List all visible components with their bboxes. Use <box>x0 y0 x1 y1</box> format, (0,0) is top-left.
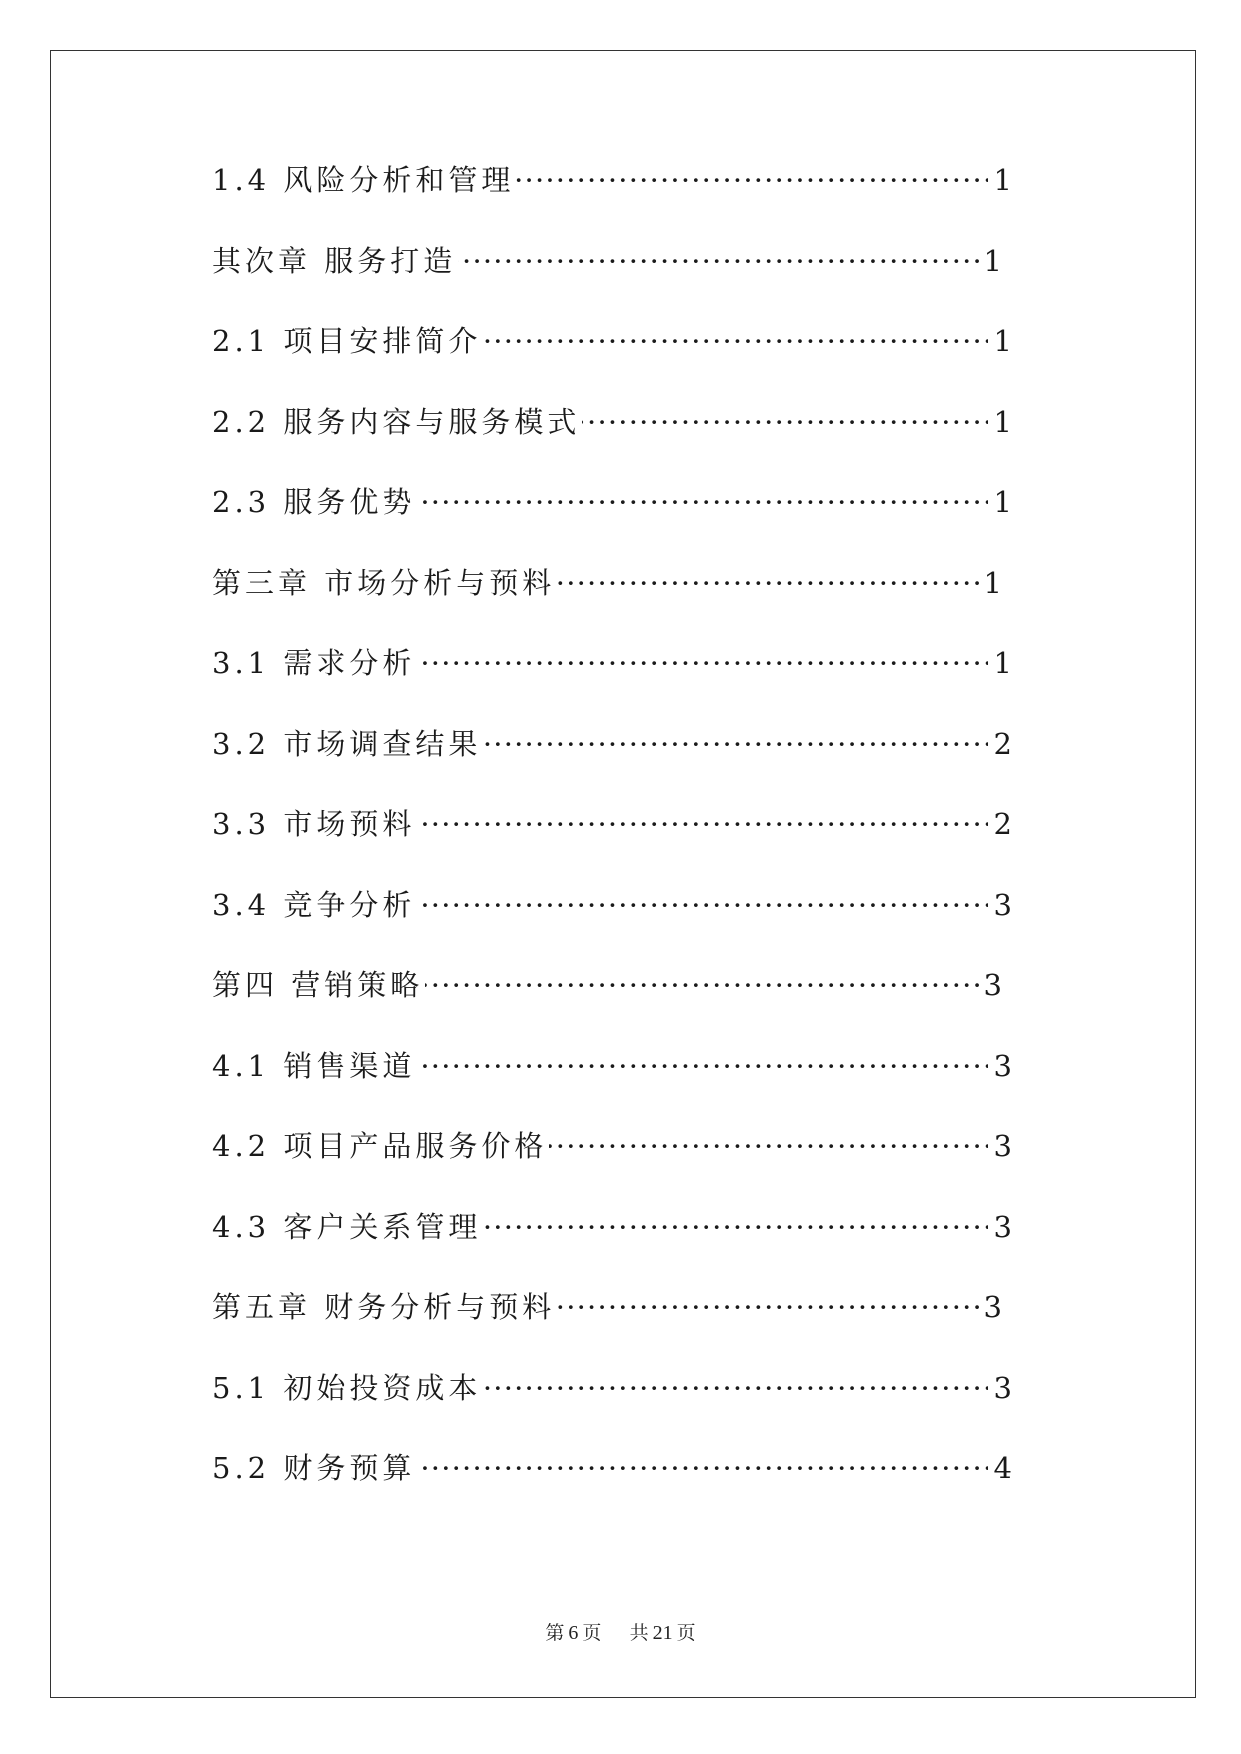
toc-entry[interactable] <box>212 1448 1012 1529</box>
toc-entry[interactable] <box>212 402 1012 483</box>
toc-entry[interactable] <box>212 241 1012 322</box>
table-of-contents <box>212 160 1012 1529</box>
toc-entry-page-number: 1 <box>992 321 1012 361</box>
toc-entry[interactable] <box>212 482 1012 563</box>
toc-entry-title: 3.1 需求分析 <box>212 646 416 680</box>
toc-entry-title: 5.2 财务预算 <box>212 1451 416 1485</box>
page-footer <box>0 1618 1241 1645</box>
toc-entry-page-number: 3 <box>992 1126 1012 1166</box>
toc-entry[interactable] <box>212 643 1012 724</box>
footer-prefix: 第 <box>545 1622 565 1644</box>
toc-entry-page-number: 2 <box>992 724 1012 764</box>
toc-entry[interactable] <box>212 804 1012 885</box>
footer-total-suffix: 页 <box>676 1622 696 1644</box>
footer-current-page: 6 <box>568 1622 579 1644</box>
toc-entry-page-number: 1 <box>982 563 1002 603</box>
toc-entry-title: 1.4 风险分析和管理 <box>212 163 515 197</box>
toc-entry-page-number: 3 <box>992 1207 1012 1247</box>
footer-total-prefix: 共 <box>629 1622 649 1644</box>
toc-entry[interactable] <box>212 885 1012 966</box>
toc-entry-title: 4.3 客户关系管理 <box>212 1209 482 1244</box>
toc-entry[interactable] <box>212 965 1012 1046</box>
toc-entry-page-number: 1 <box>992 160 1012 200</box>
toc-entry-title: 第四 营销策略 <box>212 968 424 1002</box>
toc-entry-title: 其次章 服务打造 <box>212 243 457 278</box>
footer-total-pages: 21 <box>652 1622 673 1644</box>
toc-entry[interactable] <box>212 724 1012 805</box>
toc-entry-title: 2.3 服务优势 <box>212 485 416 519</box>
toc-entry-page-number: 1 <box>982 241 1002 281</box>
toc-entry-title: 4.1 销售渠道 <box>212 1048 416 1083</box>
footer-page-suffix: 页 <box>582 1622 602 1644</box>
toc-entry-title: 3.4 竞争分析 <box>212 887 416 922</box>
toc-entry-title: 第三章 市场分析与预料 <box>212 565 556 600</box>
toc-entry[interactable] <box>212 563 1012 644</box>
toc-entry-page-number: 3 <box>982 965 1002 1005</box>
toc-entry-title: 2.1 项目安排简介 <box>212 324 482 358</box>
toc-entry-title: 4.2 项目产品服务价格 <box>212 1129 548 1163</box>
toc-entry-title: 5.1 初始投资成本 <box>212 1370 482 1405</box>
toc-entry-page-number: 4 <box>992 1448 1012 1488</box>
toc-entry-title: 第五章 财务分析与预料 <box>212 1290 556 1324</box>
toc-entry-page-number: 3 <box>992 1046 1012 1086</box>
toc-entry-page-number: 1 <box>992 482 1012 522</box>
toc-entry[interactable] <box>212 1368 1012 1449</box>
toc-entry-page-number: 1 <box>992 402 1012 442</box>
toc-entry-title: 2.2 服务内容与服务模式 <box>212 404 581 439</box>
toc-entry-page-number: 3 <box>982 1287 1002 1327</box>
toc-entry[interactable] <box>212 321 1012 402</box>
toc-entry-page-number: 3 <box>992 1368 1012 1408</box>
toc-entry[interactable] <box>212 1207 1012 1288</box>
toc-entry-title: 3.3 市场预料 <box>212 807 416 841</box>
toc-entry-page-number: 3 <box>992 885 1012 925</box>
toc-entry[interactable] <box>212 1287 1012 1368</box>
toc-entry[interactable] <box>212 160 1012 241</box>
toc-entry[interactable] <box>212 1046 1012 1127</box>
toc-entry-page-number: 1 <box>992 643 1012 683</box>
toc-entry[interactable] <box>212 1126 1012 1207</box>
toc-entry-title: 3.2 市场调查结果 <box>212 726 482 761</box>
toc-entry-page-number: 2 <box>992 804 1012 844</box>
